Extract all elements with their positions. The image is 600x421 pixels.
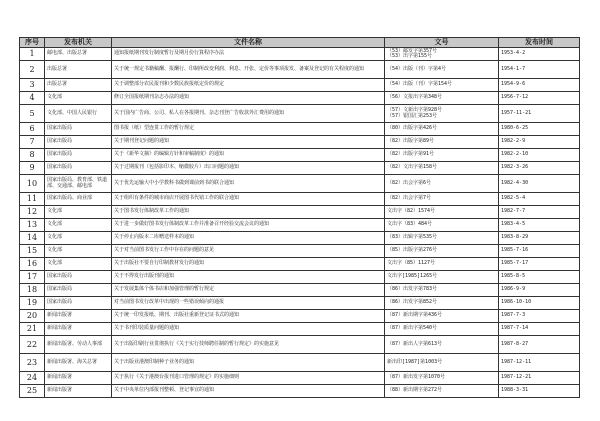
row-number: 18 — [20, 284, 45, 297]
row-number: 9 — [20, 162, 45, 175]
row-date: 1982-2-9 — [499, 136, 580, 149]
row-agency: 国家出版局、教育部、铁道部、交通部、邮电部 — [45, 175, 112, 193]
header-number: 序号 — [20, 38, 45, 48]
row-docno: （86）出发字第783号 — [385, 284, 499, 297]
row-number: 13 — [20, 219, 45, 232]
row-number: 24 — [20, 372, 45, 385]
regulations-table — [19, 37, 580, 398]
row-date: 1988-3-31 — [499, 385, 580, 398]
row-date: 1985-8-5 — [499, 271, 580, 284]
row-number: 4 — [20, 92, 45, 105]
row-number: 1 — [20, 48, 45, 61]
row-date: 1982-2-10 — [499, 149, 580, 162]
row-docno: 文出字[1985]1265号 — [385, 271, 499, 284]
row-agency: 出版总署 — [45, 79, 112, 92]
row-agency: 新闻出版署 — [45, 310, 112, 323]
table-row — [20, 372, 580, 385]
row-docno: 新出印[1987]第1003号 — [385, 354, 499, 372]
row-title: 关于停止向版本二库赠送样本的通知 — [112, 232, 385, 245]
header-agency: 发布机关 — [45, 38, 112, 48]
row-number: 21 — [20, 323, 45, 336]
row-title: 关于优先运输大中小学教科书做到课前到书的联合通知 — [112, 175, 385, 193]
row-number: 14 — [20, 232, 45, 245]
row-number: 6 — [20, 123, 45, 136]
row-number: 16 — [20, 258, 45, 271]
row-title: 关于出版业港澳印制种子业务的通知 — [112, 354, 385, 372]
row-number: 23 — [20, 354, 45, 372]
row-docno: 文出字（85）1127号 — [385, 258, 499, 271]
table-row — [20, 206, 580, 219]
row-agency: 国家出版局 — [45, 297, 112, 310]
row-number: 8 — [20, 149, 45, 162]
row-agency: 新闻出版署 — [45, 323, 112, 336]
row-date: 1954-1-7 — [499, 61, 580, 79]
row-number: 19 — [20, 297, 45, 310]
row-docno: （87）新出发字第1070号 — [385, 372, 499, 385]
row-date: 1986-10-10 — [499, 297, 580, 310]
row-agency: 国家出版局 — [45, 123, 112, 136]
table-row — [20, 385, 580, 398]
row-docno: （54）出版（刊）字第4号 — [385, 61, 499, 79]
row-title: 关于图书发行体制改革工作的通知 — [112, 206, 385, 219]
row-title: 关于中央单位内部报刊整顿、登记事宜的通知 — [112, 385, 385, 398]
row-title: 关于调整部分农民报刊和少数民族报纸定价的规定 — [112, 79, 385, 92]
row-docno: （83）出辑字第535号 — [385, 232, 499, 245]
row-title: 关于出版印刷行业贯彻执行《关于实行技师聘任制的暂行规定》的实施意见 — [112, 336, 385, 354]
row-docno: （82）出会字第6号 — [385, 175, 499, 193]
row-agency: 国家出版局 — [45, 136, 112, 149]
table-row — [20, 79, 580, 92]
row-title: 关于《新华文摘》的编辑方针和审稿制度》的通知 — [112, 149, 385, 162]
row-title: 关于出版社不要自行印制教材发行的通知 — [112, 258, 385, 271]
table-row — [20, 123, 580, 136]
table-row — [20, 105, 580, 123]
table-row — [20, 136, 580, 149]
row-date: 1982-3-26 — [499, 162, 580, 175]
row-date: 1954-9-6 — [499, 79, 580, 92]
row-title: 关于不得发行出版刊的通知 — [112, 271, 385, 284]
row-date: 1953-4-2 — [499, 48, 580, 61]
row-title: 关于书刊印装质量问题的通知 — [112, 323, 385, 336]
row-title: 关于执行《关于港澳台报刊进口管理的规定》的实施细则 — [112, 372, 385, 385]
row-number: 12 — [20, 206, 45, 219]
row-docno: 文出字（82）1574号 — [385, 206, 499, 219]
row-docno: （82）出版字第91号 — [385, 149, 499, 162]
row-agency: 新闻出版署 — [45, 385, 112, 398]
row-docno: （82）出会字第7号 — [385, 193, 499, 206]
row-agency: 文化部 — [45, 92, 112, 105]
table-row — [20, 48, 580, 61]
row-number: 20 — [20, 310, 45, 323]
row-date: 1987-7-14 — [499, 323, 580, 336]
row-number: 2 — [20, 61, 45, 79]
row-agency: 国家出版局 — [45, 271, 112, 284]
row-date: 1980-6-25 — [499, 123, 580, 136]
row-agency: 国家出版局 — [45, 149, 112, 162]
row-title: 关于国内广告商、公司、私人在各报期刊、杂志刊登广告收款外汇费用的通知 — [112, 105, 385, 123]
table-row — [20, 219, 580, 232]
row-date: 1986-9-9 — [499, 284, 580, 297]
row-date: 1982-5-4 — [499, 193, 580, 206]
row-agency: 文化部 — [45, 258, 112, 271]
row-docno: （88）新出期字第272号 — [385, 385, 499, 398]
row-title: 关于过期报刊（包括影印本、缩微胶片）出口问题的通知 — [112, 162, 385, 175]
header-docno: 文号 — [385, 38, 499, 48]
table-row — [20, 271, 580, 284]
row-number: 3 — [20, 79, 45, 92]
row-number: 10 — [20, 175, 45, 193]
row-agency: 文化部、中国人民银行 — [45, 105, 112, 123]
row-agency: 新闻出版署、海关总署 — [45, 354, 112, 372]
row-number: 25 — [20, 385, 45, 398]
table-row — [20, 354, 580, 372]
table-row — [20, 323, 580, 336]
row-agency: 出版总署 — [45, 61, 112, 79]
table-body — [20, 48, 580, 398]
row-title: 关于发展集体个体书店和加强管理的暂行规定 — [112, 284, 385, 297]
table-row — [20, 92, 580, 105]
row-date: 1987-12-21 — [499, 372, 580, 385]
document-page — [19, 37, 579, 398]
row-date: 1987-8-27 — [499, 336, 580, 354]
table-row — [20, 193, 580, 206]
row-number: 15 — [20, 245, 45, 258]
table-row — [20, 310, 580, 323]
row-docno: （53）邮发字第357号 （53）出字第155号 — [385, 48, 499, 61]
table-header-row — [20, 38, 580, 48]
row-date: 1956-7-12 — [499, 92, 580, 105]
table-row — [20, 162, 580, 175]
row-docno: （82）出版字第89号 — [385, 136, 499, 149]
row-title: 通知报纸期刊发行制度暂行及期月份行算程序办法 — [112, 48, 385, 61]
row-date: 1983-8-29 — [499, 232, 580, 245]
row-docno: （87）新出人字第613号 — [385, 336, 499, 354]
row-agency: 国家出版局 — [45, 284, 112, 297]
row-date: 1982-7-7 — [499, 206, 580, 219]
row-date: 1957-11-21 — [499, 105, 580, 123]
row-agency: 国家出版局、商业部 — [45, 193, 112, 206]
table-row — [20, 149, 580, 162]
row-title: 关于统一规定书籍稿酬、报酬行、印制所改变利润、利息、开张、定价等事项报发、备案及登记的有关程度的通知 — [112, 61, 385, 79]
row-agency: 国家出版局 — [45, 162, 112, 175]
table-row — [20, 258, 580, 271]
row-title: 修订全国报纸期刊杂志办法的通知 — [112, 92, 385, 105]
row-docno: （57）文新出字第928号 （57）银国汇第253号 — [385, 105, 499, 123]
row-agency: 文化部 — [45, 219, 112, 232]
row-docno: （82）文出字第158号 — [385, 162, 499, 175]
row-docno: （87）新出期字第436号 — [385, 310, 499, 323]
row-agency: 文化部 — [45, 245, 112, 258]
row-number: 7 — [20, 136, 45, 149]
row-title: 关于组织有条件的城市商店开展图书代销工作的联合通知 — [112, 193, 385, 206]
row-docno: （56）文报出字第348号 — [385, 92, 499, 105]
row-agency: 新闻出版署 — [45, 372, 112, 385]
row-number: 11 — [20, 193, 45, 206]
row-title: 关于进一步做好图书发行体制改革工作并准备召开经验交流会议的通知 — [112, 219, 385, 232]
row-agency: 新闻出版署、劳动人事部 — [45, 336, 112, 354]
row-title: 对当前图书发行改革中出现的一些错误倾向的通报 — [112, 297, 385, 310]
table-row — [20, 61, 580, 79]
row-number: 22 — [20, 336, 45, 354]
header-title: 文件名称 — [112, 38, 385, 48]
table-row — [20, 175, 580, 193]
row-docno: （87）新出字第540号 — [385, 323, 499, 336]
row-title: 图书报（纸）型连贯工作的暂行规定 — [112, 123, 385, 136]
row-number: 17 — [20, 271, 45, 284]
row-title: 关于统一印发报纸、期刊、出版社重新登记证书式的通知 — [112, 310, 385, 323]
row-date: 1985-7-17 — [499, 258, 580, 271]
row-agency: 文化部 — [45, 206, 112, 219]
table-row — [20, 284, 580, 297]
row-date: 1982-4-30 — [499, 175, 580, 193]
row-date: 1987-7-3 — [499, 310, 580, 323]
row-docno: （54）出版（刊）字第154号 — [385, 79, 499, 92]
table-row — [20, 336, 580, 354]
row-agency: 文化部 — [45, 232, 112, 245]
row-docno: （86）出发字第852号 — [385, 297, 499, 310]
row-docno: （85）出版字第276号 — [385, 245, 499, 258]
row-title: 关于对当前图书发行工作中存在的问题的意见 — [112, 245, 385, 258]
row-docno: 文出字（83）484号 — [385, 219, 499, 232]
header-date: 发布时间 — [499, 38, 580, 48]
row-date: 1987-12-11 — [499, 354, 580, 372]
row-title: 关于期刊登记问题的通知 — [112, 136, 385, 149]
table-row — [20, 232, 580, 245]
table-row — [20, 297, 580, 310]
table-row — [20, 245, 580, 258]
row-number: 5 — [20, 105, 45, 123]
row-date: 1985-7-16 — [499, 245, 580, 258]
row-docno: （80）出版字第426号 — [385, 123, 499, 136]
row-agency: 邮电部、出版总署 — [45, 48, 112, 61]
row-date: 1983-4-5 — [499, 219, 580, 232]
